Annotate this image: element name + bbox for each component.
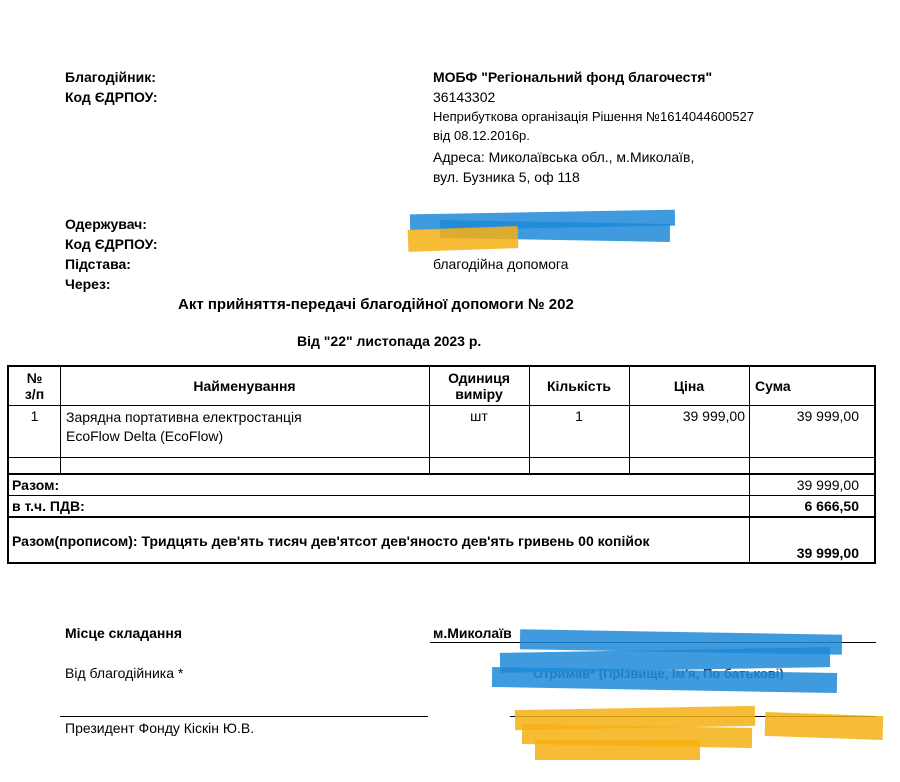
header-qty: Кількість: [546, 378, 612, 394]
vat-label: в т.ч. ПДВ:: [12, 498, 85, 514]
redaction-mark: [408, 226, 519, 252]
donor-code: 36143302: [433, 89, 496, 105]
signer-name: Президент Фонду Кіскін Ю.В.: [65, 720, 255, 736]
from-donor-label: Від благодійника *: [65, 665, 184, 681]
donor-status-line2: від 08.12.2016р.: [433, 128, 530, 143]
total-value: 39 999,00: [796, 477, 859, 493]
donor-signature-line: [60, 716, 428, 717]
vat-value: 6 666,50: [804, 498, 859, 514]
redaction-mark: [492, 667, 837, 693]
basis-value: благодійна допомога: [433, 256, 569, 272]
redaction-mark: [765, 712, 884, 740]
header-sum: Сума: [755, 378, 791, 394]
header-price: Ціна: [673, 378, 705, 394]
recipient-code-label: Код ЄДРПОУ:: [65, 236, 158, 252]
donor-name: МОБФ "Регіональний фонд благочестя": [433, 69, 713, 85]
donor-address-line1: Адреса: Миколаївська обл., м.Миколаїв,: [433, 149, 695, 165]
place-value: м.Миколаїв: [433, 625, 512, 641]
row-unit: шт: [470, 408, 488, 424]
via-label: Через:: [65, 276, 111, 292]
act-title: Акт прийняття-передачі благодійної допомоги № 202: [178, 296, 574, 313]
donor-code-label: Код ЄДРПОУ:: [65, 89, 158, 105]
act-date: Від "22" листопада 2023 р.: [297, 333, 482, 349]
header-name: Найменування: [193, 378, 296, 394]
row-qty: 1: [575, 408, 583, 424]
row-price: 39 999,00: [682, 408, 745, 424]
donor-label: Благодійник:: [65, 69, 156, 85]
recipient-label: Одержувач:: [65, 216, 147, 232]
donor-status-line1: Неприбуткова організація Рішення №1614044600527: [433, 109, 754, 124]
redaction-mark: [535, 740, 700, 760]
row-num: 1: [30, 408, 39, 424]
total-label: Разом:: [12, 477, 60, 493]
place-label: Місце складання: [65, 625, 183, 641]
header-num: № з/п: [24, 370, 45, 402]
row-name: Зарядна портативна електростанція EcoFlow Delta (EcoFlow): [66, 409, 302, 444]
total-words-value: 39 999,00: [796, 545, 859, 561]
basis-label: Підстава:: [65, 256, 131, 272]
row-sum: 39 999,00: [796, 408, 859, 424]
goods-table: [7, 365, 876, 564]
total-words: Разом(прописом): Тридцять дев'ять тисяч дев'ятсот дев'яносто дев'ять гривень 00 копійок: [12, 533, 650, 549]
header-unit: Одиниця виміру: [448, 370, 510, 402]
donor-address-line2: вул. Бузника 5, оф 118: [433, 169, 580, 185]
